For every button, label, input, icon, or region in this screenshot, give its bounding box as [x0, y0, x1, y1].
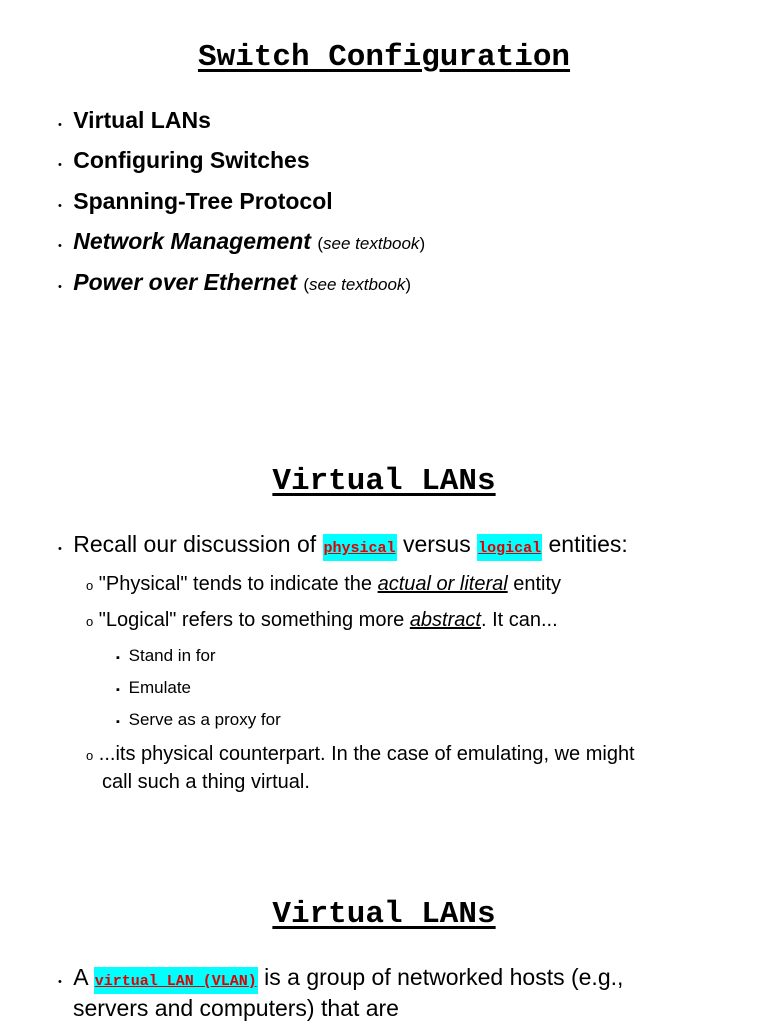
bullet-icon: •: [58, 200, 62, 212]
list-item: [58, 188, 333, 215]
bullet-icon: •: [58, 976, 62, 988]
sub-sub-list-item: ▪ Stand in for: [116, 646, 216, 665]
square-bullet-icon: ▪: [116, 716, 120, 728]
bullet-icon: •: [58, 119, 62, 131]
sub-sub-list-item: ▪ Serve as a proxy for: [116, 710, 281, 729]
list-item-note: see textbook: [309, 275, 406, 294]
bullet-icon: •: [58, 159, 62, 171]
circle-bullet-icon: o: [86, 614, 94, 629]
code-term-vlan: virtual LAN (VLAN): [94, 967, 258, 994]
circle-bullet-icon: o: [86, 748, 94, 763]
list-item: [58, 107, 211, 134]
circle-bullet-icon: o: [86, 578, 94, 593]
square-bullet-icon: ▪: [116, 652, 120, 664]
list-item-label: Virtual LANs: [73, 107, 211, 133]
sub-list-item: o "Logical" refers to something more abstract. It can...: [86, 609, 558, 631]
list-item-continuation: servers and computers) that are: [73, 995, 399, 1021]
section3-title: Virtual LANs: [272, 897, 496, 932]
list-item: • Network Management (see textbook): [58, 228, 426, 254]
code-term-physical: physical: [323, 534, 397, 561]
code-term-logical: logical: [477, 534, 542, 561]
sub-list-item: o "Physical" tends to indicate the actual or literal entity: [86, 573, 562, 595]
list-item: • Power over Ethernet (see textbook): [58, 269, 412, 295]
section1-title: Switch Configuration: [197, 40, 571, 75]
bullet-icon: •: [58, 240, 62, 252]
sub-list-item-continuation: call such a thing virtual.: [102, 771, 310, 793]
section2-title: Virtual LANs: [272, 464, 496, 499]
list-item: [58, 147, 310, 174]
list-item: • Recall our discussion of physical versus logical entities:: [58, 531, 628, 558]
list-item-label: Spanning-Tree Protocol: [73, 188, 333, 214]
list-item-note: see textbook: [323, 234, 420, 253]
sub-list-item: o ...its physical counterpart. In the case of emulating, we might: [86, 743, 635, 765]
list-item: • A virtual LAN (VLAN) is a group of networked hosts (e.g.,: [58, 964, 623, 991]
sub-sub-list-item: ▪ Emulate: [116, 678, 192, 697]
square-bullet-icon: ▪: [116, 684, 120, 696]
bullet-icon: •: [58, 281, 62, 293]
list-item-label: Network Management: [73, 228, 311, 254]
list-item-label: Configuring Switches: [73, 147, 310, 173]
bullet-icon: •: [58, 543, 62, 555]
list-item-label: Power over Ethernet: [73, 269, 297, 295]
